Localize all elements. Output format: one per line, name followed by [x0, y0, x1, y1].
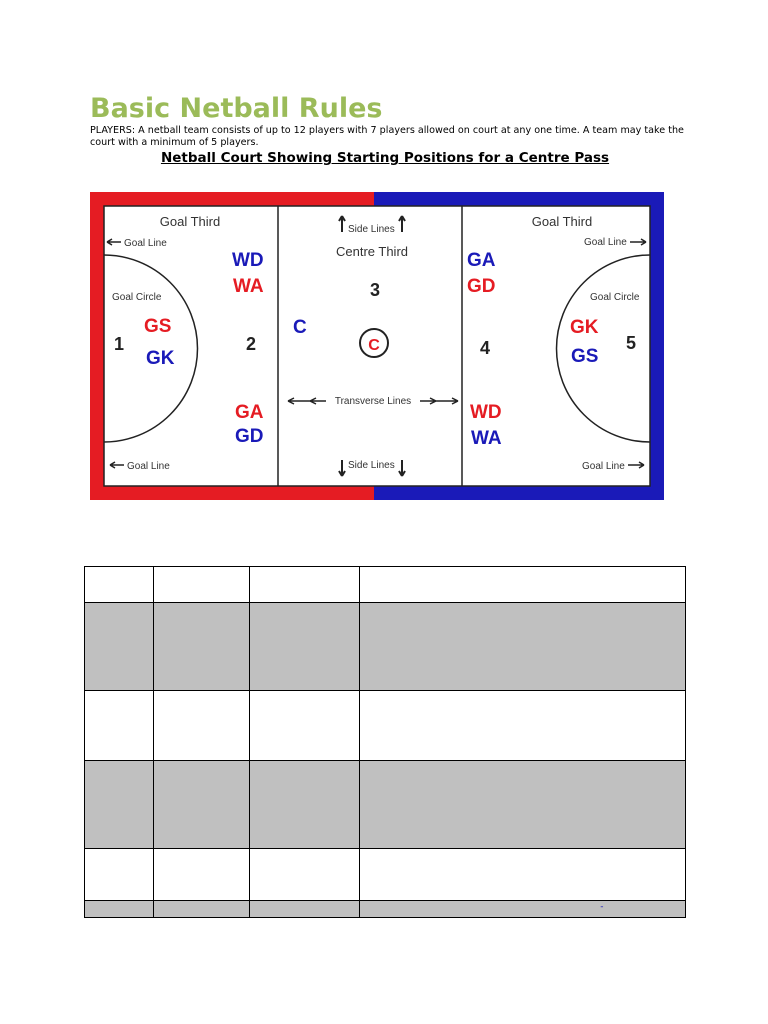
table-cell: [249, 901, 360, 918]
left-gk-position: GK: [146, 348, 175, 369]
left-goal-line-top-label: Goal Line: [124, 238, 167, 249]
positions-table: [84, 566, 686, 918]
position-number-5: 5: [626, 333, 637, 353]
left-goal-third-label: Goal Third: [159, 214, 221, 229]
table-cell: [249, 603, 360, 691]
left-wa-position: WA: [233, 276, 264, 297]
right-wa-position: WA: [471, 428, 502, 449]
table-cell: [249, 849, 360, 901]
table-cell: [85, 761, 154, 849]
position-number-4: 4: [480, 338, 491, 358]
right-gk-position: GK: [570, 317, 599, 338]
right-wd-position: WD: [470, 402, 502, 423]
court-border-red-bottom: [90, 486, 374, 500]
left-ga-position: GA: [235, 402, 264, 423]
left-gd-position: GD: [235, 426, 264, 447]
court-diagram-heading: Netball Court Showing Starting Positions for a Centre Pass: [160, 150, 610, 166]
left-gs-position: GS: [144, 316, 172, 337]
centre-third-label: Centre Third: [335, 244, 409, 259]
position-number-2: 2: [246, 334, 257, 354]
table-cell: [153, 691, 249, 761]
footnote-mark: -: [600, 902, 604, 912]
side-lines-bottom-label: Side Lines: [348, 460, 395, 471]
position-number-3: 3: [370, 280, 381, 300]
table-cell: [85, 849, 154, 901]
centre-circle-c-position: C: [368, 337, 380, 354]
table-cell: [360, 901, 686, 918]
side-lines-top-label: Side Lines: [348, 224, 395, 235]
table-cell: [249, 567, 360, 603]
table-row: [85, 849, 686, 901]
table-cell: [360, 849, 686, 901]
table-cell: [360, 691, 686, 761]
table-cell: [360, 603, 686, 691]
table-cell: [153, 567, 249, 603]
table-row: [85, 901, 686, 918]
table-cell: [85, 901, 154, 918]
players-intro-text: PLAYERS: A netball team consists of up to 12 players with 7 players allowed on court at any one time. A team may take the court with a minimum of 5 players.: [90, 125, 684, 148]
table-cell: [85, 603, 154, 691]
document-title: Basic Netball Rules: [90, 93, 383, 124]
left-goal-circle-label: Goal Circle: [112, 292, 162, 303]
netball-court-diagram: [90, 192, 664, 500]
table-row: [85, 691, 686, 761]
court-border-red-top: [90, 192, 374, 206]
table-cell: [360, 567, 686, 603]
court-border-red-left: [90, 192, 104, 500]
left-goal-line-bottom-label: Goal Line: [127, 461, 170, 472]
transverse-lines-label: Transverse Lines: [334, 396, 412, 407]
table-cell: [85, 691, 154, 761]
right-goal-third-label: Goal Third: [531, 214, 593, 229]
table-cell: [153, 761, 249, 849]
court-border-blue-top: [374, 192, 664, 206]
centre-c-position: C: [293, 317, 307, 338]
table-cell: [153, 901, 249, 918]
position-number-1: 1: [114, 334, 125, 354]
table-header-row: [85, 567, 686, 603]
right-goal-line-bottom-label: Goal Line: [582, 461, 625, 472]
table-cell: [249, 691, 360, 761]
table-row: [85, 761, 686, 849]
table-cell: [249, 761, 360, 849]
right-gs-position: GS: [571, 346, 599, 367]
left-wd-position: WD: [232, 250, 264, 271]
table-cell: [85, 567, 154, 603]
right-goal-line-top-label: Goal Line: [584, 237, 627, 248]
court-border-blue-bottom: [374, 486, 664, 500]
table-cell: [153, 849, 249, 901]
right-ga-position: GA: [467, 250, 496, 271]
right-gd-position: GD: [467, 276, 496, 297]
table-cell: [360, 761, 686, 849]
court-border-blue-right: [650, 192, 664, 500]
table-row: [85, 603, 686, 691]
table-cell: [153, 603, 249, 691]
right-goal-circle-label: Goal Circle: [590, 292, 640, 303]
